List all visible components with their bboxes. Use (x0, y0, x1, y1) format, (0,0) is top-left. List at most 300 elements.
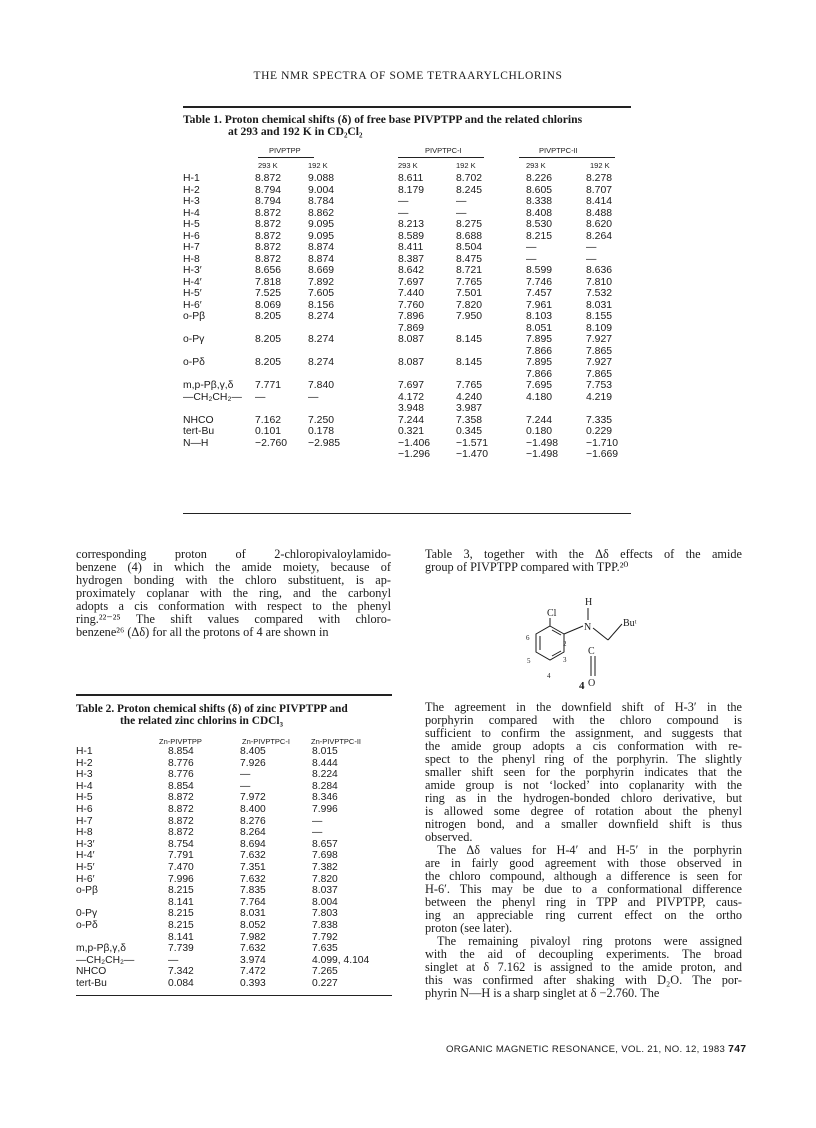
table2-cell: 7.470 (168, 861, 194, 873)
table2-cell: 8.872 (168, 827, 194, 839)
table1-cell: 7.865 (586, 345, 613, 357)
table1-cell: −1.470 (456, 449, 489, 460)
paragraph-line: hydrogen bonding with the chloro substituent, is ap- (76, 573, 391, 587)
table1-cell: 8.031 (586, 299, 613, 311)
table2-cell: 7.835 (240, 885, 266, 897)
table1-cell: 8.872 (255, 219, 282, 230)
table1-cell: 8.794 (255, 184, 282, 196)
table1-cell: 7.896 (398, 311, 425, 322)
table2-cell: 8.215 (168, 908, 194, 920)
paragraph-line: the amide group adopts a cis conformation with re- (425, 739, 742, 753)
table2-cell: 7.635 (312, 943, 338, 955)
c-n-bond (564, 626, 583, 634)
table2-cell: 7.791 (168, 850, 194, 862)
table1-cell: — (456, 196, 467, 207)
table1-cell: — (255, 391, 266, 403)
table1-cell: 3.987 (456, 403, 483, 414)
table1-cell: 8.656 (255, 265, 282, 276)
table1-cell: −1.710 (586, 437, 619, 449)
paragraph-line: between the phenyl ring in TPP and PIVPTPP, caus- (425, 895, 742, 909)
table1-cell: — (586, 253, 597, 265)
table2-cell: 8.444 (312, 757, 338, 769)
table2-cell: 8.776 (168, 769, 194, 781)
table1-cell: 7.895 (526, 357, 553, 368)
paragraph-line: sufficient to confirm the assignment, and suggests that (425, 726, 742, 740)
paragraph-line: smaller shift seen for the porphyrin indicates that the (425, 765, 742, 779)
paragraph-line: is allowed some degree of rotation about the phenyl (425, 804, 742, 818)
table1-cell: 7.865 (586, 368, 613, 380)
table1-cell: 8.103 (526, 311, 553, 322)
table2-cell: 7.472 (240, 966, 266, 978)
table1-cell: 8.589 (398, 230, 425, 242)
table1-cell: −1.498 (526, 437, 559, 449)
paragraph-line: phyrin N—H is a sharp singlet at δ −2.760. The (425, 986, 660, 1000)
table1-cell: 8.488 (586, 207, 613, 219)
paragraph-line: singlet at δ 7.162 is assigned to the amide proton, and (425, 960, 742, 974)
table2-cell: 8.052 (240, 919, 266, 931)
table2-cell: 7.382 (312, 861, 338, 873)
page-footer (446, 1044, 746, 1055)
table1-cell: 8.205 (255, 311, 282, 322)
ring-position-3: 3 (563, 656, 567, 664)
table1-cell: 4.172 (398, 391, 425, 403)
paragraph-line: are in fairly good agreement with those observed in (425, 856, 742, 870)
c-bu-bond (608, 624, 622, 640)
paragraph-line: ing an appreciable ring current effect on the ortho (425, 908, 742, 922)
table2-cell: 7.632 (240, 943, 266, 955)
table1-cell: 4.219 (586, 391, 613, 403)
atom-label-o: O (588, 678, 596, 689)
table1-cell: 0.229 (586, 426, 613, 437)
table1-cell: — (398, 196, 409, 207)
table2-row-label: H-7 (76, 815, 93, 827)
table1-row-label: —CH₂CH₂— (183, 391, 242, 403)
table1-cell: 8.155 (586, 311, 613, 322)
table2-cell: 7.792 (312, 931, 338, 943)
table1-caption-line2: at 293 and 192 K in CD₂Cl₂ (228, 125, 363, 138)
table2-cell: 8.215 (168, 919, 194, 931)
table1-cell: 7.697 (398, 276, 425, 288)
table1-cell: 7.335 (586, 414, 613, 426)
table2-cell: 8.037 (312, 885, 338, 897)
table1-cell: 8.530 (526, 219, 553, 230)
table1-cell: −1.669 (586, 449, 619, 460)
table1-group-rule (398, 157, 484, 158)
table1-group-header: PIVPTPC-II (539, 146, 578, 155)
table1-row-label: H-5 (183, 219, 200, 230)
table2-cell: 7.926 (240, 757, 266, 769)
table1-cell: 8.408 (526, 207, 553, 219)
table1-cell: 7.895 (526, 334, 553, 345)
table2-row-label: tert-Bu (76, 977, 107, 989)
ring-position-4: 4 (547, 672, 551, 680)
table1-cell: 8.069 (255, 299, 282, 311)
table1-cell: 7.250 (308, 414, 335, 426)
table2-cell: 8.776 (168, 757, 194, 769)
table1-cell: 7.820 (456, 299, 483, 311)
atom-label-n: N (584, 622, 592, 633)
paragraph-line: porphyrin compared with the chloro compound is (425, 713, 742, 727)
table2-row-label: H-5′ (76, 861, 95, 873)
table1-cell: 8.872 (255, 173, 282, 184)
page-number: 747 (728, 1044, 747, 1055)
paragraph-line: The Δδ values for H-4′ and H-5′ in the porphyrin (437, 843, 742, 857)
ring-double-bond (552, 630, 561, 635)
table2-cell: 8.694 (240, 838, 266, 850)
table1-cell: 8.087 (398, 357, 425, 368)
table2-row-label: H-4′ (76, 850, 95, 862)
table1-cell: 7.927 (586, 334, 613, 345)
table1-cell: 8.702 (456, 173, 483, 184)
table1-temperature-header: 192 K (308, 161, 328, 170)
table2-bottom-rule (76, 995, 392, 996)
table2-cell: 8.657 (312, 838, 338, 850)
table2-cell: 7.803 (312, 908, 338, 920)
table1-cell: 7.950 (456, 311, 483, 322)
table1-cell: 7.840 (308, 380, 335, 391)
table1-row-label: o-Pβ (183, 311, 206, 322)
paragraph-line: this was confirmed after shaking with D₂O. The por- (425, 973, 742, 987)
table1-temperature-header: 293 K (526, 161, 546, 170)
table1-cell: 7.765 (456, 380, 483, 391)
table2-cell: 3.974 (240, 954, 266, 966)
table1-cell: 8.669 (308, 265, 335, 276)
table1-row-label: m,p-Pβ,γ,δ (183, 380, 234, 391)
table2-row-label: H-8 (76, 827, 93, 839)
table1-cell: 8.051 (526, 322, 553, 334)
table1-cell: 7.760 (398, 299, 425, 311)
table1-cell: 8.156 (308, 299, 335, 311)
table2-cell: 8.031 (240, 908, 266, 920)
table1-cell: 7.866 (526, 345, 553, 357)
table1-cell: 8.411 (398, 242, 424, 253)
table1-top-rule (183, 106, 631, 108)
atom-label-cl: Cl (547, 608, 557, 619)
table1-cell: 8.642 (398, 265, 425, 276)
table1-cell: 9.004 (308, 184, 335, 196)
table1-cell: — (456, 207, 467, 219)
table1-row-label: o-Pδ (183, 357, 205, 368)
atom-label-bu: Buᵗ (623, 618, 637, 629)
table1-row-label: H-6′ (183, 299, 202, 311)
table1-cell: 7.818 (255, 276, 282, 288)
table2-header: Zn-PIVPTPP (159, 737, 202, 746)
table1-cell: 7.532 (586, 288, 613, 299)
table2-cell: 8.264 (240, 827, 266, 839)
paragraph-line: spect to the phenyl ring of the porphyrin. The slightly (425, 752, 742, 766)
paragraph-line: observed. (425, 830, 473, 844)
table2-row-label: H-3 (76, 769, 93, 781)
table1-cell: 8.504 (456, 242, 483, 253)
table1-cell: 8.145 (456, 357, 483, 368)
paragraph-line: with the aid of decoupling experiments. The broad (425, 947, 742, 961)
table2-cell: 8.284 (312, 780, 338, 792)
table1-cell: 8.872 (255, 253, 282, 265)
table2-cell: 8.215 (168, 885, 194, 897)
table2-cell: — (240, 780, 251, 792)
table1-cell: 8.688 (456, 230, 483, 242)
table1-row-label: H-2 (183, 184, 200, 196)
table1-cell: 8.215 (526, 230, 553, 242)
table2-row-label: m,p-Pβ,γ,δ (76, 943, 126, 955)
table1-cell: 8.707 (586, 184, 613, 196)
table2-header: Zn-PIVPTPC-II (311, 737, 362, 746)
table2-cell: 7.265 (312, 966, 338, 978)
paragraph-line: the chloro compound, although a difference is seen for (425, 869, 742, 883)
table1-cell: 0.178 (308, 426, 335, 437)
paragraph-line: The remaining pivaloyl ring protons were assigned (437, 934, 742, 948)
compound-number: 4 (579, 680, 585, 692)
table1-cell: 0.345 (456, 426, 483, 437)
table1-cell: 8.264 (586, 230, 613, 242)
table1-cell: −1.498 (526, 449, 559, 460)
table1-cell: 8.599 (526, 265, 553, 276)
table2-cell: 8.346 (312, 792, 338, 804)
paragraph-line: corresponding proton of 2-chloropivaloylamido- (76, 547, 391, 561)
table1-temperature-header: 293 K (398, 161, 418, 170)
table1-cell: 8.245 (456, 184, 483, 196)
table1-cell: 8.414 (586, 196, 613, 207)
table1-cell: 7.525 (255, 288, 282, 299)
table1-cell: −1.571 (456, 437, 489, 449)
table2-cell: 8.015 (312, 746, 338, 757)
table1-cell: — (526, 253, 537, 265)
table1-cell: 8.872 (255, 242, 282, 253)
table2-cell: 7.351 (240, 861, 266, 873)
table1-temperature-header: 192 K (456, 161, 476, 170)
paragraph-line: ring.²²⁻²⁵ The shift values compared with chloro- (76, 612, 391, 626)
table1-cell: 8.274 (308, 334, 335, 345)
table2-cell: — (312, 815, 323, 827)
table2-cell: 8.872 (168, 803, 194, 815)
table1-cell: 8.475 (456, 253, 483, 265)
table1-cell: 3.948 (398, 403, 425, 414)
table1-cell: 7.457 (526, 288, 553, 299)
table2-cell: 8.854 (168, 780, 194, 792)
table1-cell: 8.872 (255, 230, 282, 242)
table1-row-label: H-5′ (183, 288, 202, 299)
table1-cell: 9.095 (308, 230, 335, 242)
table2-row-label: —CH₂CH₂— (76, 954, 135, 966)
paragraph-line: group of PIVPTPP compared with TPP.²⁰ (425, 560, 629, 574)
table1-cell: 7.810 (586, 276, 613, 288)
table2-cell: 7.820 (312, 873, 338, 885)
table1-caption-line1: Table 1. Proton chemical shifts (δ) of free base PIVPTPP and the related chlorins (183, 113, 583, 126)
table2-cell: — (240, 769, 251, 781)
table1-cell: 7.927 (586, 357, 613, 368)
table2-cell: 8.405 (240, 746, 266, 757)
table1-cell: 7.162 (255, 414, 282, 426)
table1-row-label: H-6 (183, 230, 200, 242)
table2-cell: 7.996 (168, 873, 194, 885)
table1-cell: 8.278 (586, 173, 613, 184)
right-column-paragraph-2 (425, 701, 742, 1000)
paragraph-line: Table 3, together with the Δδ effects of the amide (425, 547, 742, 561)
paragraph-line: proton (see later). (425, 921, 513, 935)
table1-cell: 8.275 (456, 219, 483, 230)
paragraph-line: benzene (4) in which the amide moiety, because of (76, 560, 391, 574)
table1-temperature-headers (0, 161, 816, 173)
table2-row-label: NHCO (76, 966, 107, 978)
table1-row-label: H-3′ (183, 265, 202, 276)
table1-bottom-rule (183, 513, 631, 514)
table2-row-label: H-4 (76, 780, 93, 792)
table1-cell: 8.874 (308, 253, 335, 265)
table1-cell: 8.205 (255, 334, 282, 345)
compound-4-structure (506, 592, 676, 692)
table1-row-label: H-8 (183, 253, 200, 265)
table1-cell: −2.985 (308, 437, 341, 449)
table2-row-label: H-5 (76, 792, 93, 804)
paragraph-line: proximately coplanar with the ring, and the carbonyl (76, 586, 391, 600)
table1-temperature-header: 293 K (258, 161, 278, 170)
journal-reference: ORGANIC MAGNETIC RESONANCE, VOL. 21, NO. 12, 1983 (446, 1044, 726, 1055)
table1-cell: 7.244 (526, 414, 553, 426)
table2-caption-line2: the related zinc chlorins in CDCl₃ (120, 715, 283, 727)
ring-position-2: 2 (563, 640, 567, 648)
table1-row-label: H-7 (183, 242, 200, 253)
table1-cell: 7.244 (398, 414, 425, 426)
table1-cell: 7.440 (398, 288, 425, 299)
table2-cell: 0.227 (312, 977, 338, 989)
table1-caption (183, 114, 643, 138)
table1-row-label: tert-Bu (183, 426, 215, 437)
table1-group-rule (258, 157, 314, 158)
paragraph-line: nitrogen bond, and a smaller downfield shift is thus (425, 817, 742, 831)
table1-cell: — (586, 242, 597, 253)
table1-cell: 8.862 (308, 207, 335, 219)
paragraph-line: benzene²⁶ (Δδ) for all the protons of 4 are shown in (76, 625, 329, 639)
table1-cell: 8.784 (308, 196, 335, 207)
table1-cell: 7.746 (526, 276, 553, 288)
table1-cell: 7.892 (308, 276, 335, 288)
table2-cell: 7.996 (312, 803, 338, 815)
table1-cell: 8.721 (456, 265, 483, 276)
table1-cell: 8.387 (398, 253, 425, 265)
running-head: THE NMR SPECTRA OF SOME TETRAARYLCHLORINS (253, 70, 563, 82)
table1-cell: 8.274 (308, 311, 335, 322)
table1-row-label: N—H (183, 437, 209, 449)
table1-row-label: H-4′ (183, 276, 202, 288)
table1-cell: −1.406 (398, 437, 431, 449)
table2-cell: 8.400 (240, 803, 266, 815)
table1-cell: 8.179 (398, 184, 425, 196)
table1-group-header: PIVPTPC-I (425, 146, 462, 155)
table1-cell: 0.321 (398, 426, 425, 437)
table2-cell: 8.872 (168, 815, 194, 827)
ring-position-5: 5 (527, 657, 531, 665)
table2-cell: 8.854 (168, 746, 194, 757)
table1-cell: 8.794 (255, 196, 282, 207)
table2-cell: 4.099, 4.104 (312, 954, 370, 966)
table1-cell: — (308, 391, 319, 403)
table1-cell: 8.620 (586, 219, 613, 230)
table2-cell: — (312, 827, 323, 839)
table1-cell: 8.874 (308, 242, 335, 253)
table2-cell: 8.754 (168, 838, 194, 850)
table1-cell: 7.771 (255, 380, 282, 391)
atom-label-h: H (585, 597, 593, 608)
table1-cell: 7.753 (586, 380, 613, 391)
table2-cell: 7.698 (312, 850, 338, 862)
table1-row-label: o-Pγ (183, 334, 205, 345)
table2-cell: 8.004 (312, 896, 338, 908)
table1-group-header: PIVPTPP (269, 146, 301, 155)
table2-cell: 8.224 (312, 769, 338, 781)
table2-cell: 7.342 (168, 966, 194, 978)
table1-cell: 9.088 (308, 173, 335, 184)
table2-cell: 0.084 (168, 977, 194, 989)
table2-row-label: H-6 (76, 803, 93, 815)
table1-cell: — (398, 207, 409, 219)
table1-row-label: NHCO (183, 414, 214, 426)
table1-cell: 8.636 (586, 265, 613, 276)
paragraph-line: adopts a cis conformation with respect to the phenyl (76, 599, 391, 613)
table1-cell: 9.095 (308, 219, 335, 230)
table1-cell: 8.145 (456, 334, 483, 345)
left-column-paragraph (76, 548, 391, 639)
table2-cell: 7.982 (240, 931, 266, 943)
table1-cell: 4.240 (456, 391, 483, 403)
table1-temperature-header: 192 K (590, 161, 610, 170)
atom-label-c: C (588, 646, 595, 657)
table2-cell: 8.141 (168, 931, 194, 943)
table2-cell: 8.872 (168, 792, 194, 804)
table2-row-label: H-3′ (76, 838, 95, 850)
table2-cell: 7.739 (168, 943, 194, 955)
table1-cell: 7.961 (526, 299, 553, 311)
table1-cell: 8.338 (526, 196, 553, 207)
table1-cell: — (526, 242, 537, 253)
n-c-bond (593, 628, 608, 640)
table1-cell: 8.274 (308, 357, 335, 368)
table2-row-label: H-2 (76, 757, 93, 769)
table1-cell: 8.213 (398, 219, 425, 230)
table1-cell: 7.697 (398, 380, 425, 391)
table2-row-label: H-6′ (76, 873, 95, 885)
table1-row-label: H-4 (183, 207, 200, 219)
table1-cell: 7.866 (526, 368, 553, 380)
table2-row-label: o-Pδ (76, 919, 98, 931)
paragraph-line: H-6′. This may be due to a conformational difference (425, 882, 742, 896)
table2-cell: 7.764 (240, 896, 266, 908)
table2-header: Zn-PIVPTPC-I (242, 737, 290, 746)
table1-cell: 7.765 (456, 276, 483, 288)
table2-top-rule (76, 694, 392, 696)
table1-cell: 7.869 (398, 322, 425, 334)
table1-cell: 8.611 (398, 173, 424, 184)
table2-row-label: 0-Pγ (76, 908, 98, 920)
table1-cell: 8.205 (255, 357, 282, 368)
paragraph-line: ring as in the hydrogen-bonded chloro derivative, but (425, 791, 742, 805)
table2-caption-line1: Table 2. Proton chemical shifts (δ) of zinc PIVPTPP and (76, 703, 348, 715)
table2-cell: 7.632 (240, 850, 266, 862)
table2-row-label: o-Pβ (76, 885, 98, 897)
table1-cell: 0.101 (255, 426, 282, 437)
table1-cell: 8.226 (526, 173, 553, 184)
table1-cell: −1.296 (398, 449, 431, 460)
table2-cell: 0.393 (240, 977, 266, 989)
table1-cell: 7.358 (456, 414, 483, 426)
table1-cell: 7.695 (526, 380, 553, 391)
ring-position-6: 6 (526, 634, 530, 642)
table1-cell: 7.605 (308, 288, 335, 299)
table2-cell: 7.632 (240, 873, 266, 885)
table1-row-label: H-3 (183, 196, 200, 207)
table2-cell: 7.972 (240, 792, 266, 804)
paragraph-line: amide group is not ‘locked’ into coplanarity with the (425, 778, 742, 792)
table1-cell: 8.087 (398, 334, 425, 345)
